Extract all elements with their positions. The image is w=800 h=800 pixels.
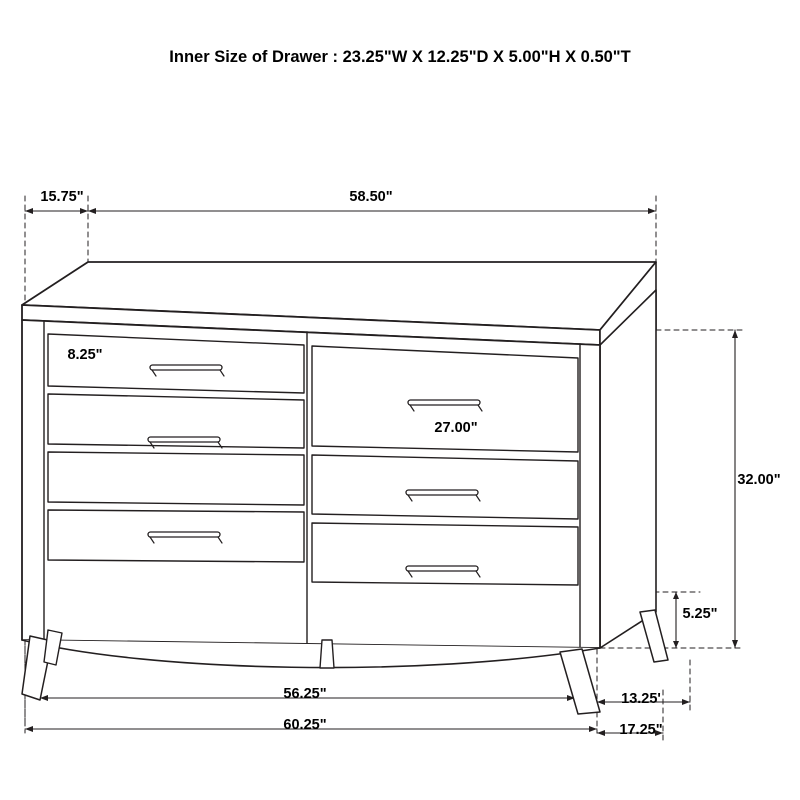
dim-overall-width: 60.25" bbox=[283, 717, 327, 733]
dim-base-depth: 13.25' bbox=[621, 691, 661, 707]
leg-front-right bbox=[560, 649, 600, 714]
drawer-left-top bbox=[48, 334, 304, 393]
drawer-right-bottom bbox=[312, 523, 578, 585]
dim-overall-height: 32.00" bbox=[737, 472, 781, 488]
leg-center-back bbox=[320, 640, 334, 668]
drawer-right-top bbox=[312, 346, 578, 452]
dim-base-width: 56.25" bbox=[283, 686, 327, 702]
dim-drawer-width: 27.00" bbox=[434, 420, 478, 436]
dim-drawer-height: 8.25" bbox=[67, 347, 103, 363]
drawer-left-middle bbox=[48, 394, 304, 448]
dim-leg-height: 5.25" bbox=[682, 606, 718, 622]
leg-back-right bbox=[640, 610, 668, 662]
page-title: Inner Size of Drawer : 23.25"W X 12.25"D X 5.00"H X 0.50"T bbox=[169, 48, 631, 66]
leg-back-left bbox=[44, 630, 62, 665]
dim-width-top: 58.50" bbox=[349, 189, 393, 205]
dim-overall-depth: 17.25" bbox=[619, 722, 663, 738]
drawer-right-middle bbox=[312, 455, 578, 519]
dresser-right-side bbox=[600, 290, 656, 648]
dim-depth-top-left: 15.75" bbox=[40, 189, 84, 205]
